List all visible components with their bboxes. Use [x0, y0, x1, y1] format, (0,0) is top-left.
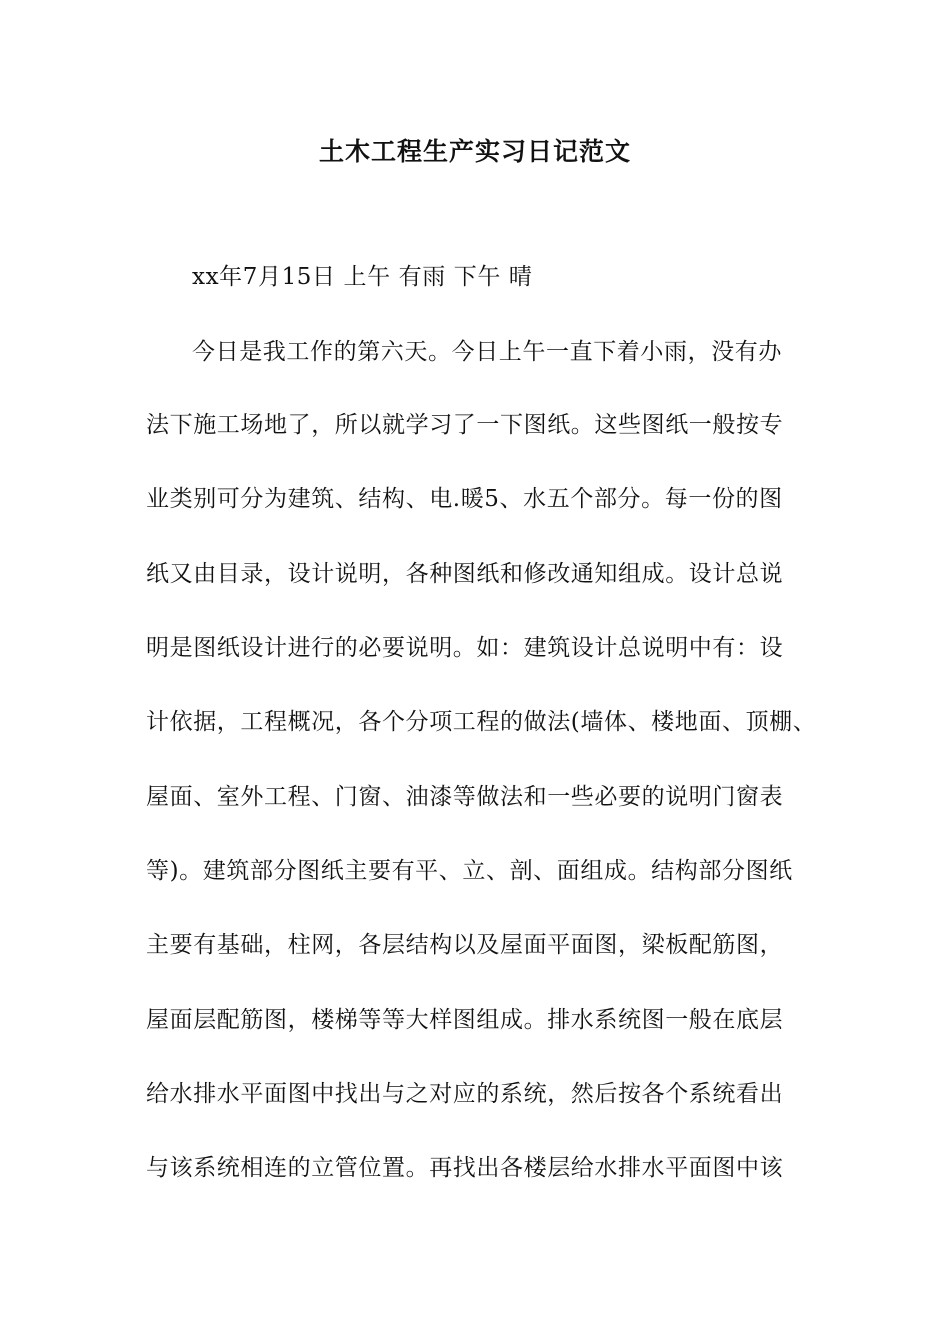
body-line: 法下施工场地了，所以就学习了一下图纸。这些图纸一般按专: [146, 412, 784, 438]
body-line: 今日是我工作的第六天。今日上午一直下着小雨，没有办: [192, 339, 782, 365]
date-weather-line: xx年7月15日 上午 有雨 下午 晴: [192, 264, 533, 290]
body-line: 等)。建筑部分图纸主要有平、立、剖、面组成。结构部分图纸: [146, 858, 793, 884]
body-line: 计依据，工程概况，各个分项工程的做法(墙体、楼地面、顶棚、: [146, 709, 817, 735]
body-line: 明是图纸设计进行的必要说明。如：建筑设计总说明中有：设: [146, 635, 784, 661]
document-title: 土木工程生产实习日记范文: [318, 137, 631, 166]
body-line: 屋面、室外工程、门窗、油漆等做法和一些必要的说明门窗表: [146, 784, 784, 810]
body-line: 与该系统相连的立管位置。再找出各楼层给水排水平面图中该: [146, 1155, 784, 1181]
body-line: 业类别可分为建筑、结构、电.暖5、水五个部分。每一份的图: [146, 486, 783, 512]
body-line: 纸又由目录，设计说明，各种图纸和修改通知组成。设计总说: [146, 561, 784, 587]
body-line: 主要有基础，柱网，各层结构以及屋面平面图，梁板配筋图，: [146, 932, 784, 958]
body-line: 屋面层配筋图，楼梯等等大样图组成。排水系统图一般在底层: [146, 1007, 784, 1033]
body-line: 给水排水平面图中找出与之对应的系统，然后按各个系统看出: [146, 1081, 784, 1107]
